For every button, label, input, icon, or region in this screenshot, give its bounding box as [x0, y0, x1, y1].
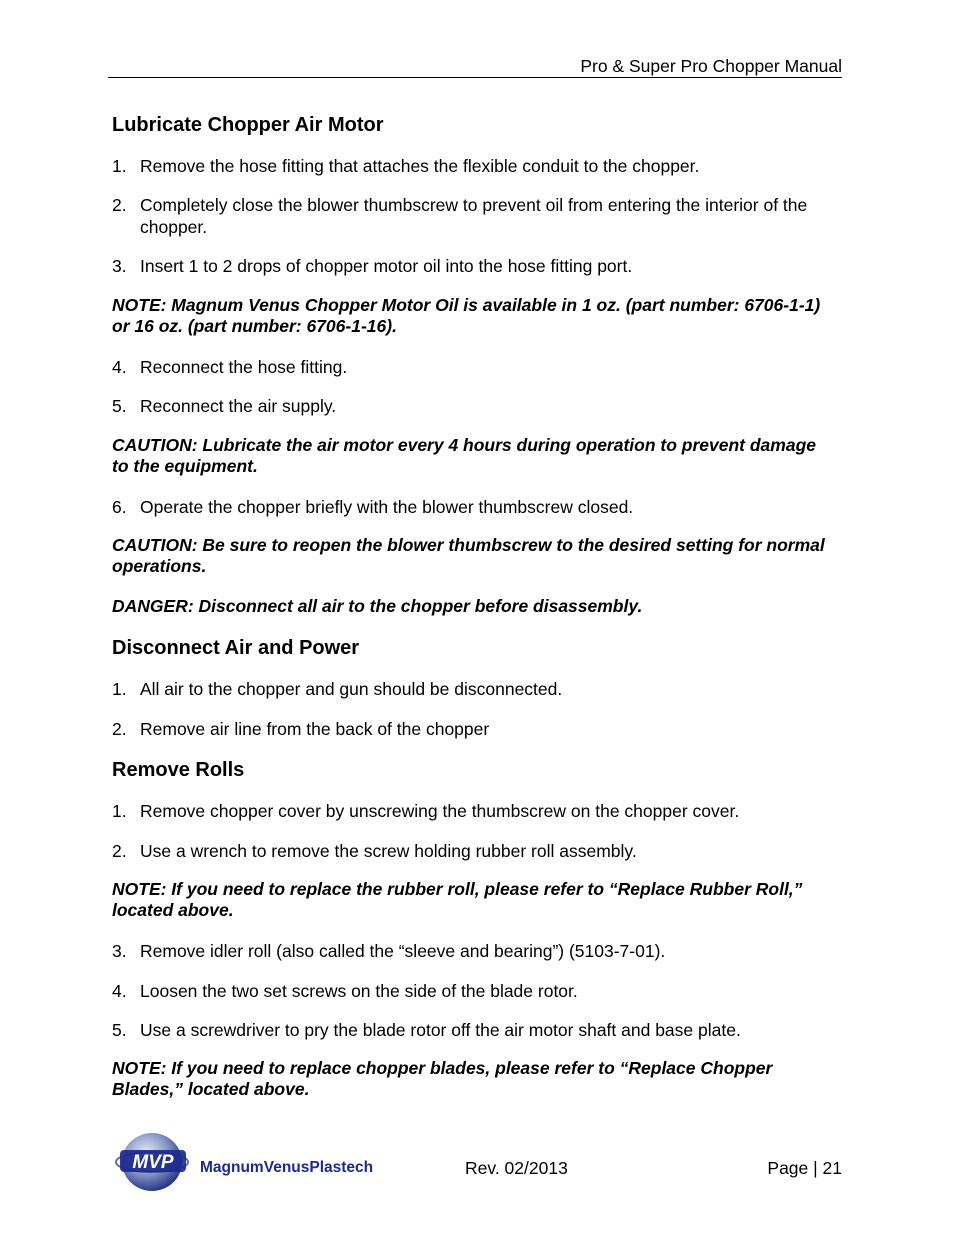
list-item	[112, 356, 836, 378]
page-footer	[112, 1128, 842, 1198]
step-number: 5.	[112, 396, 127, 416]
list-item	[112, 800, 836, 822]
section-heading-remove-rolls: Remove Rolls	[112, 759, 245, 781]
step-text: Use a screwdriver to pry the blade rotor off the air motor shaft and base plate.	[140, 1020, 741, 1040]
step-number: 1.	[112, 679, 127, 699]
list-item	[112, 395, 836, 417]
step-text: Remove chopper cover by unscrewing the thumbscrew on the chopper cover.	[140, 801, 740, 821]
danger-disconnect: DANGER: Disconnect all air to the chopper before disassembly.	[112, 596, 643, 616]
step-number: 3.	[112, 941, 127, 961]
note-rubber-roll: NOTE: If you need to replace the rubber roll, please refer to “Replace Rubber Roll,” located above.	[112, 879, 803, 920]
list-item	[112, 678, 836, 700]
note-chopper-blades: NOTE: If you need to replace chopper blades, please refer to “Replace Chopper Blades,” located above.	[112, 1058, 773, 1099]
step-text: Reconnect the air supply.	[140, 396, 337, 416]
svg-text:MagnumVenusPlastech: MagnumVenusPlastech	[200, 1159, 374, 1176]
step-text: Remove idler roll (also called the “sleeve and bearing”) (5103-7-01).	[140, 941, 666, 961]
step-number: 1.	[112, 801, 127, 821]
step-number: 3.	[112, 256, 127, 276]
section-heading-lubricate: Lubricate Chopper Air Motor	[112, 114, 384, 136]
list-item	[112, 1019, 836, 1041]
step-text: Completely close the blower thumbscrew to prevent oil from entering the interior of the chopper.	[140, 195, 808, 237]
list-item	[112, 496, 836, 518]
list-item	[112, 840, 836, 862]
step-number: 4.	[112, 981, 127, 1001]
caution-reopen: CAUTION: Be sure to reopen the blower thumbscrew to the desired setting for normal operations.	[112, 535, 825, 576]
list-item	[112, 718, 836, 740]
list-item	[112, 155, 836, 177]
step-number: 4.	[112, 357, 127, 377]
step-text: Operate the chopper briefly with the blower thumbscrew closed.	[140, 497, 634, 517]
step-number: 5.	[112, 1020, 127, 1040]
step-number: 2.	[112, 195, 127, 215]
manual-title: Pro & Super Pro Chopper Manual	[580, 56, 842, 76]
list-item	[112, 980, 836, 1002]
section-heading-disconnect: Disconnect Air and Power	[112, 637, 360, 659]
running-header	[108, 56, 842, 78]
step-number: 6.	[112, 497, 127, 517]
step-number: 2.	[112, 841, 127, 861]
list-item	[112, 255, 836, 277]
step-text: Remove air line from the back of the chopper	[140, 719, 490, 739]
step-text: All air to the chopper and gun should be disconnected.	[140, 679, 563, 699]
svg-text:MVP: MVP	[132, 1152, 174, 1173]
page-number: Page | 21	[767, 1158, 842, 1178]
step-text: Loosen the two set screws on the side of the blade rotor.	[140, 981, 578, 1001]
list-item	[112, 940, 836, 962]
step-text: Use a wrench to remove the screw holding rubber roll assembly.	[140, 841, 637, 861]
step-number: 1.	[112, 156, 127, 176]
step-text: Remove the hose fitting that attaches the flexible conduit to the chopper.	[140, 156, 700, 176]
revision-date: Rev. 02/2013	[465, 1158, 568, 1178]
list-item	[112, 194, 836, 238]
note-oil-availability: NOTE: Magnum Venus Chopper Motor Oil is available in 1 oz. (part number: 6706-1-1) or 16 oz. (part number: 6706-1-16).	[112, 295, 821, 336]
mvp-logo	[112, 1128, 412, 1194]
step-text: Insert 1 to 2 drops of chopper motor oil into the hose fitting port.	[140, 256, 633, 276]
step-text: Reconnect the hose fitting.	[140, 357, 348, 377]
step-number: 2.	[112, 719, 127, 739]
caution-lubricate: CAUTION: Lubricate the air motor every 4 hours during operation to prevent damage to the equipment.	[112, 435, 816, 476]
